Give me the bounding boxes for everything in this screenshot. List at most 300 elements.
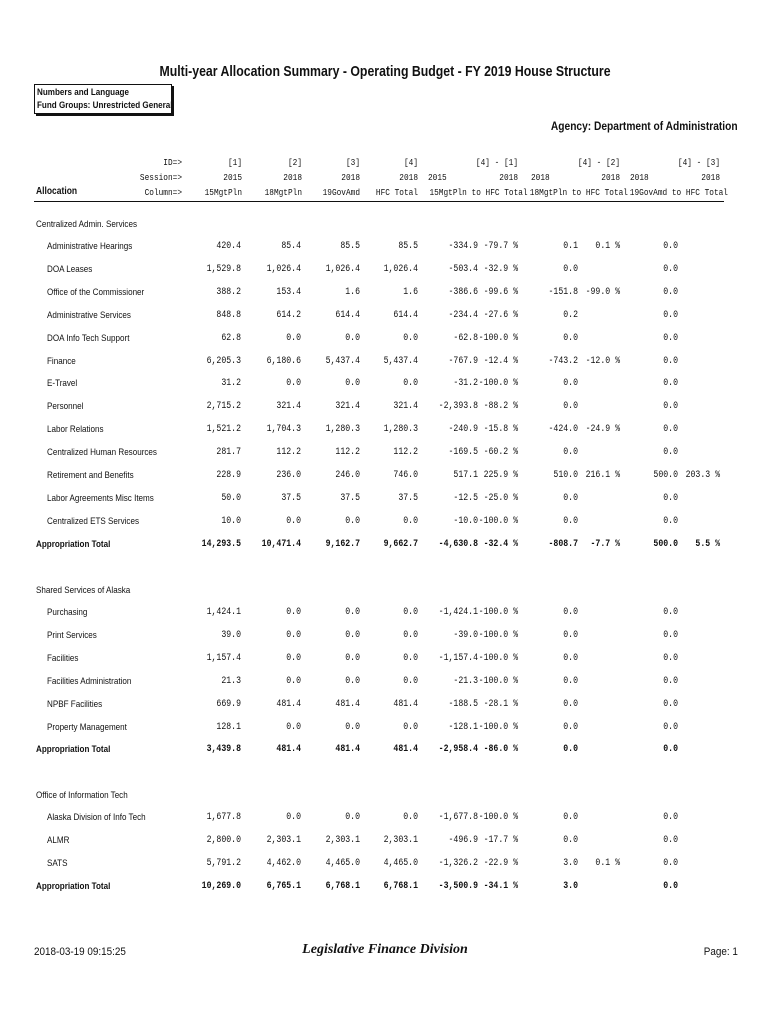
cell-col-5: -62.8 (453, 332, 478, 344)
cell-col-3: 2,303.1 (325, 834, 360, 846)
cell-col-3: 0.0 (345, 721, 360, 733)
fund-box-line-2: Fund Groups: Unrestricted General (37, 100, 173, 111)
cell-col-7: -808.7 (548, 538, 578, 550)
diff3-session-to: 2018 (701, 172, 720, 183)
cell-col-2: 37.5 (281, 492, 301, 504)
cell-col-7: 0.0 (563, 698, 578, 710)
total-label: Appropriation Total (36, 538, 111, 550)
cell-col-9: 0.0 (663, 447, 678, 459)
allocation-name: Property Management (47, 721, 127, 733)
cell-col-6: -100.0 % (478, 332, 518, 344)
diff1-session-from: 2015 (428, 172, 447, 183)
cell-col-5: -496.9 (448, 834, 478, 846)
appropriation-total-row (0, 881, 770, 897)
cell-col-5: -188.5 (448, 698, 478, 710)
cell-col-8: -7.7 % (590, 538, 620, 550)
cell-col-1: 62.8 (221, 332, 241, 344)
allocation-name: DOA Info Tech Support (47, 332, 130, 344)
cell-col-9: 500.0 (653, 470, 678, 481)
table-row (0, 858, 770, 874)
cell-col-2: 236.0 (276, 470, 301, 481)
cell-col-2: 0.0 (286, 515, 301, 527)
cell-col-7: 0.0 (563, 515, 578, 527)
cell-col-9: 0.0 (663, 812, 678, 823)
cell-col-6: -100.0 % (478, 607, 518, 618)
cell-col-6: -34.1 % (483, 880, 518, 892)
cell-col-5: -334.9 (448, 241, 478, 252)
cell-col-4: 2,303.1 (383, 834, 418, 846)
cell-col-7: 0.0 (563, 401, 578, 413)
cell-col-7: 0.0 (563, 721, 578, 733)
cell-col-2: 0.0 (286, 629, 301, 641)
cell-col-4: 0.0 (403, 812, 418, 823)
cell-col-2: 0.0 (286, 675, 301, 687)
cell-col-4: 9,662.7 (383, 538, 418, 550)
cell-col-4: 0.0 (403, 652, 418, 664)
col4-column: HFC Total (375, 187, 418, 198)
appropriation-total-row (0, 744, 770, 760)
cell-col-1: 388.2 (216, 286, 241, 298)
cell-col-6: -28.1 % (483, 698, 518, 710)
cell-col-7: 0.0 (563, 332, 578, 344)
allocation-name: Facilities (47, 652, 79, 664)
cell-col-7: 0.0 (563, 812, 578, 823)
cell-col-5: -1,157.4 (438, 652, 478, 664)
cell-col-9: 0.0 (663, 401, 678, 413)
cell-col-1: 10,269.0 (201, 880, 241, 892)
cell-col-4: 0.0 (403, 607, 418, 618)
table-row (0, 287, 770, 303)
cell-col-1: 1,677.8 (206, 812, 241, 823)
cell-col-9: 0.0 (663, 332, 678, 344)
allocation-name: Administrative Hearings (47, 241, 133, 252)
cell-col-2: 6,765.1 (266, 880, 301, 892)
diff2-session-to: 2018 (601, 172, 620, 183)
allocation-name: E-Travel (47, 378, 78, 390)
cell-col-3: 0.0 (345, 812, 360, 823)
fund-groups-box (34, 84, 172, 114)
section-header (0, 219, 770, 235)
cell-col-7: 0.0 (563, 652, 578, 664)
diff2-session-from: 2018 (531, 172, 550, 183)
cell-col-9: 0.0 (663, 607, 678, 618)
cell-col-7: 0.0 (563, 378, 578, 390)
cell-col-8: 0.1 % (595, 241, 620, 252)
cell-col-9: 500.0 (653, 538, 678, 550)
allocation-name: Labor Relations (47, 424, 104, 436)
cell-col-1: 1,157.4 (206, 652, 241, 664)
cell-col-1: 128.1 (216, 721, 241, 733)
cell-col-7: 0.0 (563, 834, 578, 846)
cell-col-8: -99.0 % (585, 286, 620, 298)
cell-col-2: 481.4 (276, 698, 301, 710)
cell-col-6: -32.9 % (483, 263, 518, 275)
cell-col-5: -240.9 (448, 424, 478, 436)
cell-col-3: 481.4 (335, 744, 360, 756)
cell-col-7: -424.0 (548, 424, 578, 436)
cell-col-4: 0.0 (403, 515, 418, 527)
section-name: Centralized Admin. Services (36, 219, 137, 230)
cell-col-4: 614.4 (393, 309, 418, 321)
cell-col-7: 3.0 (563, 857, 578, 869)
cell-col-6: -100.0 % (478, 515, 518, 527)
diff2-id: [4] - [2] (577, 157, 620, 168)
allocation-name: Purchasing (47, 607, 88, 618)
col2-column: 18MgtPln (264, 187, 302, 198)
cell-col-1: 3,439.8 (206, 744, 241, 756)
diff2-column: 18MgtPln to HFC Total (529, 187, 628, 198)
cell-col-2: 0.0 (286, 721, 301, 733)
cell-col-2: 0.0 (286, 652, 301, 664)
cell-col-6: -12.4 % (483, 355, 518, 367)
cell-col-4: 5,437.4 (383, 355, 418, 367)
cell-col-5: 517.1 (453, 470, 478, 481)
cell-col-6: -25.0 % (483, 492, 518, 504)
table-row (0, 470, 770, 486)
allocation-header: Allocation (36, 186, 78, 197)
cell-col-6: -100.0 % (478, 629, 518, 641)
cell-col-1: 228.9 (216, 470, 241, 481)
cell-col-1: 2,715.2 (206, 401, 241, 413)
col1-id: [1] (227, 157, 242, 168)
cell-col-1: 39.0 (221, 629, 241, 641)
cell-col-5: -767.9 (448, 355, 478, 367)
cell-col-4: 0.0 (403, 378, 418, 390)
footer-page-number: Page: 1 (703, 946, 738, 958)
cell-col-7: 3.0 (563, 880, 578, 892)
cell-col-9: 0.0 (663, 721, 678, 733)
cell-col-4: 6,768.1 (383, 880, 418, 892)
cell-col-7: 0.0 (563, 263, 578, 275)
cell-col-5: -31.2 (453, 378, 478, 390)
allocation-name: NPBF Facilities (47, 698, 103, 710)
table-row (0, 310, 770, 326)
cell-col-5: -503.4 (448, 263, 478, 275)
col3-id: [3] (345, 157, 360, 168)
cell-col-4: 481.4 (393, 698, 418, 710)
total-label: Appropriation Total (36, 744, 111, 756)
cell-col-4: 85.5 (398, 241, 418, 252)
cell-col-3: 1,026.4 (325, 263, 360, 275)
cell-col-7: 0.0 (563, 675, 578, 687)
cell-col-5: -234.4 (448, 309, 478, 321)
cell-col-7: 0.1 (563, 241, 578, 252)
cell-col-4: 37.5 (398, 492, 418, 504)
cell-col-2: 2,303.1 (266, 834, 301, 846)
cell-col-9: 0.0 (663, 857, 678, 869)
table-row (0, 607, 770, 623)
table-row (0, 241, 770, 257)
cell-col-2: 1,704.3 (266, 424, 301, 436)
table-row (0, 630, 770, 646)
table-row (0, 264, 770, 280)
col2-session: 2018 (283, 172, 302, 183)
cell-col-5: -4,630.8 (438, 538, 478, 550)
cell-col-2: 481.4 (276, 744, 301, 756)
cell-col-9: 0.0 (663, 378, 678, 390)
allocation-name: Centralized Human Resources (47, 447, 157, 459)
cell-col-6: 225.9 % (483, 470, 518, 481)
page-title: Multi-year Allocation Summary - Operating Budget - FY 2019 House Structure (159, 63, 611, 80)
cell-col-2: 321.4 (276, 401, 301, 413)
cell-col-6: -79.7 % (483, 241, 518, 252)
section-header (0, 585, 770, 601)
table-row (0, 676, 770, 692)
header-divider (34, 201, 724, 202)
cell-col-5: -39.0 (453, 629, 478, 641)
cell-col-3: 1,280.3 (325, 424, 360, 436)
cell-col-4: 4,465.0 (383, 857, 418, 869)
allocation-name: Retirement and Benefits (47, 470, 134, 481)
diff1-session-to: 2018 (499, 172, 518, 183)
allocation-name: Labor Agreements Misc Items (47, 492, 154, 504)
diff3-column: 19GovAmd to HFC Total (629, 187, 728, 198)
col4-session: 2018 (399, 172, 418, 183)
fund-box-line-1: Numbers and Language (37, 87, 129, 98)
cell-col-4: 0.0 (403, 629, 418, 641)
cell-col-9: 0.0 (663, 286, 678, 298)
cell-col-4: 112.2 (393, 447, 418, 459)
cell-col-1: 848.8 (216, 309, 241, 321)
cell-col-9: 0.0 (663, 309, 678, 321)
cell-col-6: -15.8 % (483, 424, 518, 436)
cell-col-8: -24.9 % (585, 424, 620, 436)
table-row (0, 401, 770, 417)
col3-column: 19GovAmd (322, 187, 360, 198)
cell-col-2: 85.4 (281, 241, 301, 252)
cell-col-8: -12.0 % (585, 355, 620, 367)
cell-col-10: 203.3 % (685, 470, 720, 481)
cell-col-1: 1,424.1 (206, 607, 241, 618)
table-row (0, 356, 770, 372)
cell-col-3: 0.0 (345, 332, 360, 344)
cell-col-3: 112.2 (335, 447, 360, 459)
cell-col-4: 481.4 (393, 744, 418, 756)
cell-col-1: 1,529.8 (206, 263, 241, 275)
section-name: Shared Services of Alaska (36, 585, 131, 596)
cell-col-3: 0.0 (345, 607, 360, 618)
cell-col-5: -2,393.8 (438, 401, 478, 413)
header-column-label: Column=> (144, 187, 182, 198)
cell-col-6: -100.0 % (478, 812, 518, 823)
cell-col-1: 6,205.3 (206, 355, 241, 367)
agency-label: Agency: Department of Administration (551, 119, 738, 133)
cell-col-9: 0.0 (663, 652, 678, 664)
cell-col-1: 5,791.2 (206, 857, 241, 869)
total-label: Appropriation Total (36, 880, 111, 892)
cell-col-5: -1,424.1 (438, 607, 478, 618)
allocation-name: Administrative Services (47, 309, 131, 321)
col4-id: [4] (403, 157, 418, 168)
allocation-name: Print Services (47, 629, 97, 641)
cell-col-5: -12.5 (453, 492, 478, 504)
cell-col-3: 321.4 (335, 401, 360, 413)
cell-col-2: 0.0 (286, 332, 301, 344)
allocation-name: DOA Leases (47, 263, 93, 275)
cell-col-3: 9,162.7 (325, 538, 360, 550)
cell-col-3: 85.5 (340, 241, 360, 252)
cell-col-7: 0.0 (563, 744, 578, 756)
cell-col-3: 0.0 (345, 515, 360, 527)
cell-col-7: 510.0 (553, 470, 578, 481)
table-row (0, 516, 770, 532)
cell-col-3: 246.0 (335, 470, 360, 481)
cell-col-3: 0.0 (345, 378, 360, 390)
cell-col-1: 14,293.5 (201, 538, 241, 550)
cell-col-4: 321.4 (393, 401, 418, 413)
cell-col-1: 2,800.0 (206, 834, 241, 846)
header-id-label: ID=> (163, 157, 182, 168)
cell-col-2: 10,471.4 (261, 538, 301, 550)
cell-col-5: -1,677.8 (438, 812, 478, 823)
cell-col-6: -22.9 % (483, 857, 518, 869)
cell-col-1: 281.7 (216, 447, 241, 459)
table-row (0, 653, 770, 669)
cell-col-9: 0.0 (663, 355, 678, 367)
cell-col-6: -60.2 % (483, 447, 518, 459)
cell-col-5: -21.3 (453, 675, 478, 687)
table-row (0, 333, 770, 349)
cell-col-1: 31.2 (221, 378, 241, 390)
cell-col-4: 746.0 (393, 470, 418, 481)
allocation-name: Alaska Division of Info Tech (47, 812, 146, 823)
cell-col-3: 0.0 (345, 629, 360, 641)
header-session-label: Session=> (139, 172, 182, 183)
cell-col-6: -32.4 % (483, 538, 518, 550)
cell-col-7: 0.0 (563, 447, 578, 459)
cell-col-5: -169.5 (448, 447, 478, 459)
cell-col-7: 0.2 (563, 309, 578, 321)
cell-col-9: 0.0 (663, 515, 678, 527)
cell-col-5: -386.6 (448, 286, 478, 298)
table-row (0, 722, 770, 738)
cell-col-3: 0.0 (345, 675, 360, 687)
cell-col-3: 5,437.4 (325, 355, 360, 367)
cell-col-7: 0.0 (563, 492, 578, 504)
allocation-name: Finance (47, 355, 76, 367)
table-row (0, 378, 770, 394)
cell-col-9: 0.0 (663, 744, 678, 756)
allocation-name: Facilities Administration (47, 675, 132, 687)
table-row (0, 699, 770, 715)
diff1-column: 15MgtPln to HFC Total (429, 187, 528, 198)
cell-col-3: 37.5 (340, 492, 360, 504)
cell-col-4: 0.0 (403, 675, 418, 687)
cell-col-3: 0.0 (345, 652, 360, 664)
cell-col-9: 0.0 (663, 834, 678, 846)
cell-col-9: 0.0 (663, 675, 678, 687)
cell-col-5: -10.0 (453, 515, 478, 527)
allocation-name: Centralized ETS Services (47, 515, 139, 527)
cell-col-7: 0.0 (563, 607, 578, 618)
cell-col-3: 6,768.1 (325, 880, 360, 892)
cell-col-9: 0.0 (663, 880, 678, 892)
cell-col-6: -100.0 % (478, 721, 518, 733)
cell-col-2: 4,462.0 (266, 857, 301, 869)
cell-col-8: 216.1 % (585, 470, 620, 481)
cell-col-9: 0.0 (663, 698, 678, 710)
allocation-name: Personnel (47, 401, 84, 413)
cell-col-4: 0.0 (403, 332, 418, 344)
cell-col-7: -151.8 (548, 286, 578, 298)
col1-session: 2015 (223, 172, 242, 183)
cell-col-4: 0.0 (403, 721, 418, 733)
cell-col-1: 420.4 (216, 241, 241, 252)
col3-session: 2018 (341, 172, 360, 183)
cell-col-4: 1,280.3 (383, 424, 418, 436)
cell-col-9: 0.0 (663, 263, 678, 275)
section-header (0, 790, 770, 806)
diff3-session-from: 2018 (630, 172, 649, 183)
cell-col-9: 0.0 (663, 492, 678, 504)
cell-col-5: -3,500.9 (438, 880, 478, 892)
table-row (0, 835, 770, 851)
diff1-id: [4] - [1] (475, 157, 518, 168)
cell-col-2: 0.0 (286, 812, 301, 823)
appropriation-total-row (0, 539, 770, 555)
cell-col-6: -100.0 % (478, 652, 518, 664)
cell-col-2: 614.2 (276, 309, 301, 321)
allocation-name: Office of the Commissioner (47, 286, 145, 298)
cell-col-3: 4,465.0 (325, 857, 360, 869)
cell-col-5: -128.1 (448, 721, 478, 733)
cell-col-5: -1,326.2 (438, 857, 478, 869)
cell-col-6: -27.6 % (483, 309, 518, 321)
cell-col-6: -88.2 % (483, 401, 518, 413)
table-row (0, 447, 770, 463)
cell-col-1: 669.9 (216, 698, 241, 710)
col2-id: [2] (287, 157, 302, 168)
cell-col-4: 1,026.4 (383, 263, 418, 275)
cell-col-3: 1.6 (345, 286, 360, 298)
cell-col-1: 50.0 (221, 492, 241, 504)
cell-col-6: -100.0 % (478, 675, 518, 687)
cell-col-3: 481.4 (335, 698, 360, 710)
cell-col-1: 21.3 (221, 675, 241, 687)
cell-col-9: 0.0 (663, 241, 678, 252)
cell-col-4: 1.6 (403, 286, 418, 298)
cell-col-5: -2,958.4 (438, 744, 478, 756)
cell-col-2: 0.0 (286, 378, 301, 390)
cell-col-6: -17.7 % (483, 834, 518, 846)
cell-col-2: 1,026.4 (266, 263, 301, 275)
table-row (0, 493, 770, 509)
table-row (0, 424, 770, 440)
section-name: Office of Information Tech (36, 790, 128, 801)
cell-col-9: 0.0 (663, 424, 678, 436)
cell-col-6: -100.0 % (478, 378, 518, 390)
cell-col-6: -99.6 % (483, 286, 518, 298)
table-row (0, 812, 770, 828)
col1-column: 15MgtPln (204, 187, 242, 198)
cell-col-10: 5.5 % (695, 538, 720, 550)
allocation-name: SATS (47, 857, 68, 869)
cell-col-2: 6,180.6 (266, 355, 301, 367)
footer-division: Legislative Finance Division (302, 942, 468, 957)
cell-col-1: 1,521.2 (206, 424, 241, 436)
allocation-name: ALMR (47, 834, 70, 846)
cell-col-6: -86.0 % (483, 744, 518, 756)
diff3-id: [4] - [3] (677, 157, 720, 168)
cell-col-9: 0.0 (663, 629, 678, 641)
cell-col-2: 112.2 (276, 447, 301, 459)
cell-col-2: 0.0 (286, 607, 301, 618)
cell-col-8: 0.1 % (595, 857, 620, 869)
cell-col-7: 0.0 (563, 629, 578, 641)
cell-col-3: 614.4 (335, 309, 360, 321)
cell-col-1: 10.0 (221, 515, 241, 527)
cell-col-2: 153.4 (276, 286, 301, 298)
